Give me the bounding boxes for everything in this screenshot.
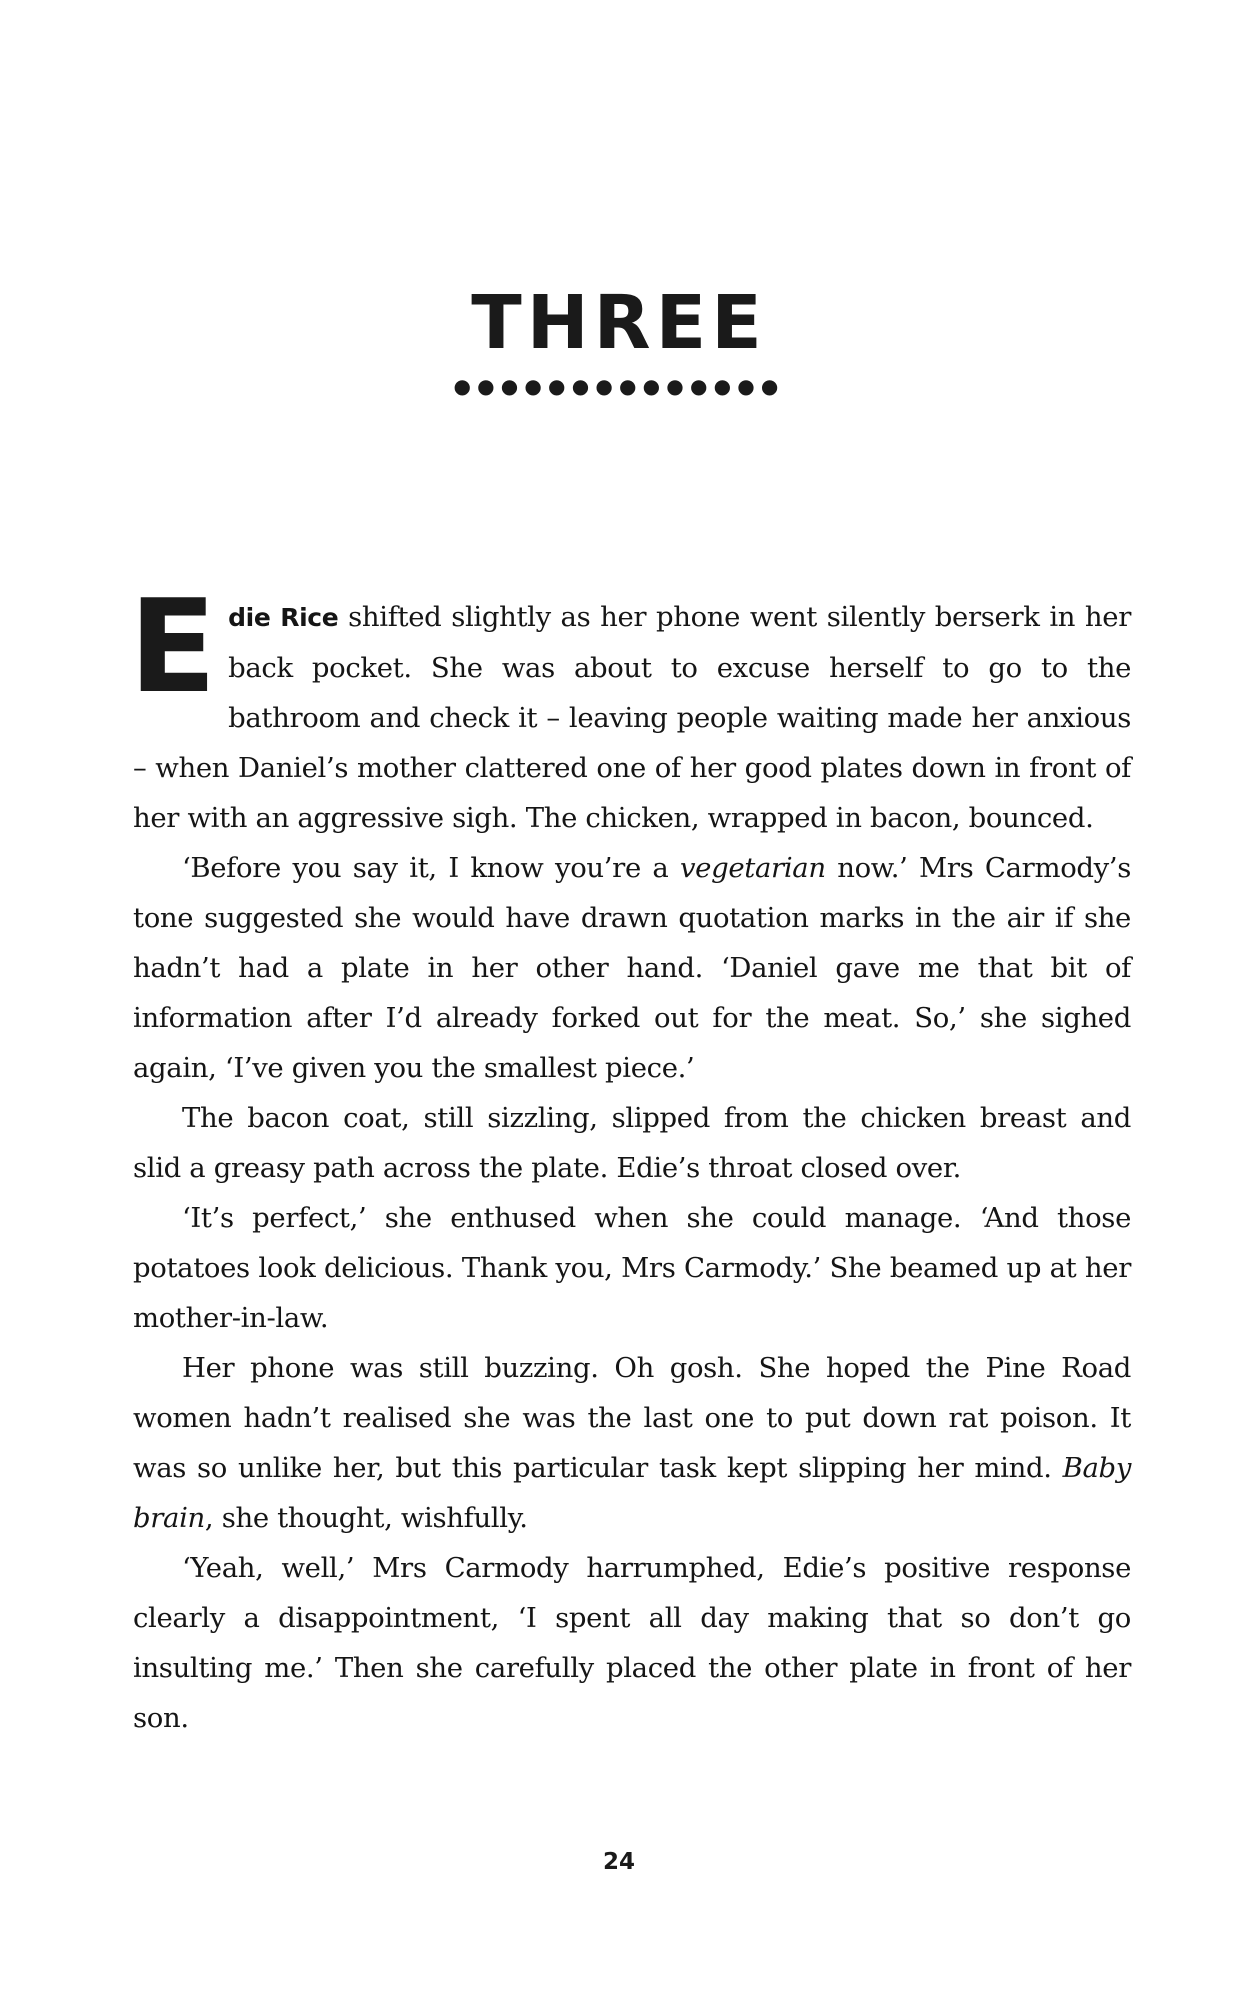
- drop-cap: E: [129, 573, 217, 722]
- page-number: 24: [602, 1849, 635, 1875]
- paragraph-2: [133, 843, 1131, 1093]
- chapter-body: [129, 573, 1131, 1743]
- lead-in-name: die Rice: [228, 603, 339, 632]
- paragraph-2-text-end: now.’ Mrs Carmody’s tone suggested she would have drawn quotation marks in the air if she hadn’t had a plate in her other hand. ‘Daniel gave me that bit of information after I’d already forked out for the meat. So,’ she sighed again, ‘I’ve given you the smallest piece.’: [133, 852, 1131, 1084]
- paragraph-1-text: shifted slightly as her phone went silently berserk in her back pocket. She was about to excuse herself to go to the bathroom and check it – leaving people waiting made her anxious – when Daniel’s mother clattered one of her good plates down in front of her with an aggressive sigh. The chicken, wrapped in bacon, bounced.: [133, 601, 1131, 834]
- paragraph-2-emphasis: vegetarian: [680, 852, 826, 884]
- paragraph-6: ‘Yeah, well,’ Mrs Carmody harrumphed, Edie’s positive response clearly a disappointment, ‘I spent all day making that so don’t go insulting me.’ Then she carefully placed the other plate in front of her son.: [133, 1552, 1131, 1734]
- paragraph-5-text-start: Her phone was still buzzing. Oh gosh. She hoped the Pine Road women hadn’t realised she was the last one to put down rat poison. It was so unlike her, but this particular task kept slipping her mind.: [133, 1352, 1131, 1484]
- chapter-title: THREE: [471, 280, 767, 366]
- paragraph-3: The bacon coat, still sizzling, slipped from the chicken breast and slid a greasy path across the plate. Edie’s throat closed over.: [133, 1102, 1131, 1184]
- paragraph-5-emphasis: Baby brain: [133, 1452, 1131, 1534]
- paragraph-5-text-end: , she thought, wishfully.: [204, 1502, 528, 1534]
- paragraph-1: [129, 573, 1131, 843]
- paragraph-2-text-start: ‘Before you say it, I know you’re a: [182, 852, 680, 884]
- paragraph-4: ‘It’s perfect,’ she enthused when she could manage. ‘And those potatoes look delicious. Thank you, Mrs Carmody.’ She beamed up at her mother-in-law.: [133, 1202, 1131, 1334]
- paragraph-5: [133, 1343, 1131, 1543]
- chapter-ornament: ●●●●●●●●●●●●●●: [453, 374, 785, 398]
